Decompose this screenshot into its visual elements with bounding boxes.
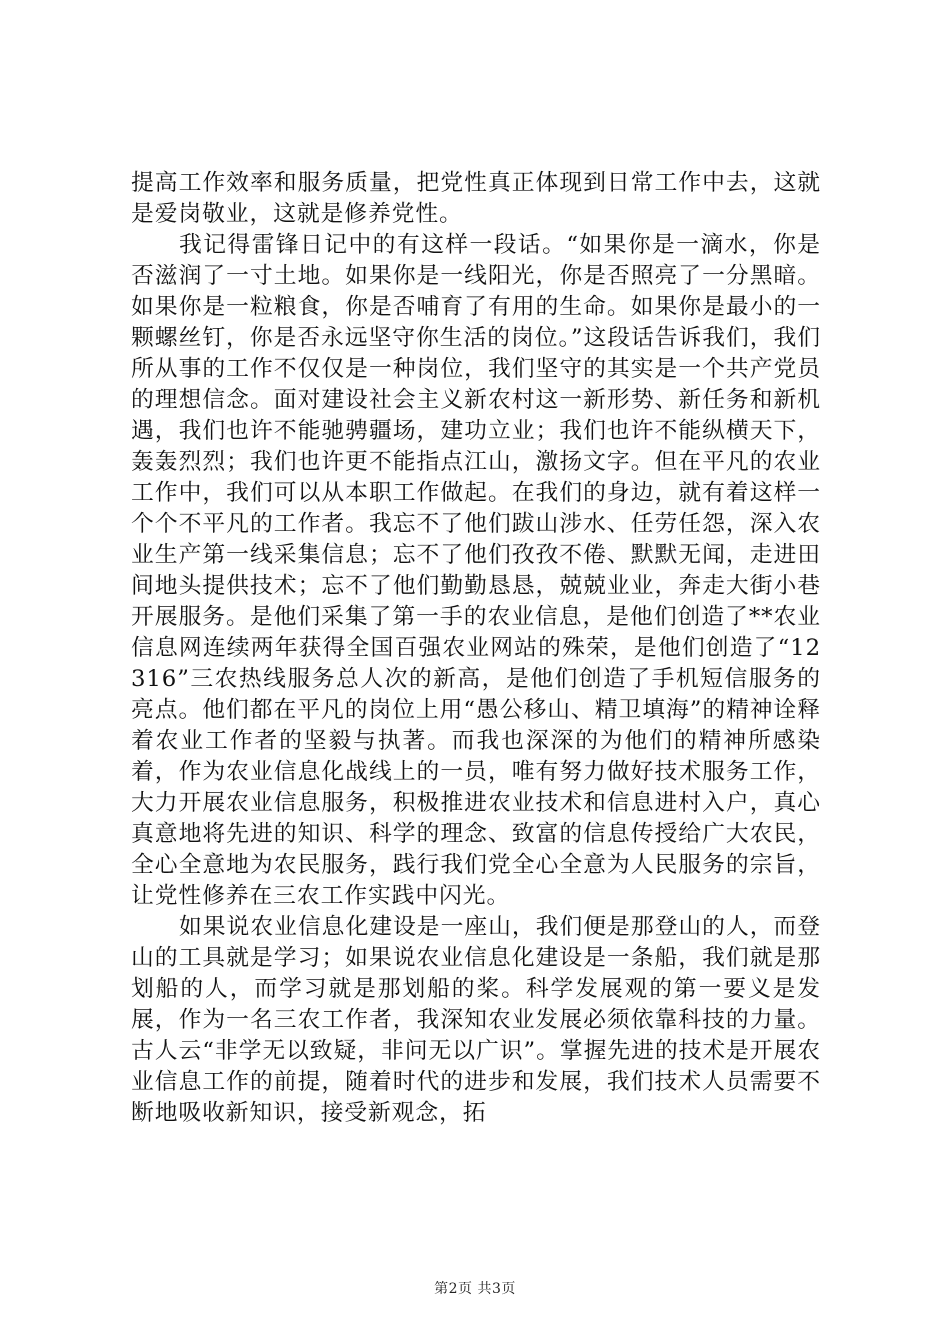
paragraph-3: 如果说农业信息化建设是一座山，我们便是那登山的人，而登山的工具就是学习；如果说农业信息化建设是一条船，我们就是那划船的人，而学习就是那划船的桨。科学发展观的第一要义是发展，作为一名三农工作者，我深知农业发展必须依靠科技的力量。古人云“非学无以致疑，非问无以广识”。掌握先进的技术是开展农业信息工作的前提，随着时代的进步和发展，我们技术人员需要不断地吸收新知识，接受新观念，拓 [131,914,821,1126]
document-body [131,168,821,1129]
paragraph-1: 提高工作效率和服务质量，把党性真正体现到日常工作中去，这就是爱岗敬业，这就是修养党性。 [131,170,821,227]
paragraph-2: 我记得雷锋日记中的有这样一段话。“如果你是一滴水，你是否滋润了一寸土地。如果你是一线阳光，你是否照亮了一分黑暗。如果你是一粒粮食，你是否哺育了有用的生命。如果你是最小的一颗螺丝钉，你是否永远坚守你生活的岗位。”这段话告诉我们，我们所从事的工作不仅仅是一种岗位，我们坚守的其实是一个共产党员的理想信念。面对建设社会主义新农村这一新形势、新任务和新机遇，我们也许不能驰骋疆场，建功立业；我们也许不能纵横天下，轰轰烈烈；我们也许更不能指点江山，激扬文字。但在平凡的农业工作中，我们可以从本职工作做起。在我们的身边，就有着这样一个个不平凡的工作者。我忘不了他们跋山涉水、任劳任怨，深入农业生产第一线采集信息；忘不了他们孜孜不倦、默默无闻，走进田间地头提供技术；忘不了他们勤勤恳恳，兢兢业业，奔走大街小巷开展服务。是他们采集了第一手的农业信息，是他们创造了**农业信息网连续两年获得全国百强农业网站的殊荣，是他们创造了“12316”三农热线服务总人次的新高，是他们创造了手机短信服务的亮点。他们都在平凡的岗位上用“愚公移山、精卫填海”的精神诠释着农业工作者的坚毅与执著。而我也深深的为他们的精神所感染着，作为农业信息化战线上的一员，唯有努力做好技术服务工作，大力开展农业信息服务，积极推进农业技术和信息进村入户，真心真意地将先进的知识、科学的理念、致富的信息传授给广大农民，全心全意地为农民服务，践行我们党全心全意为人民服务的宗旨，让党性修养在三农工作实践中闪光。 [131,232,821,909]
page-footer: 第2页 共3页 [434,1281,516,1297]
